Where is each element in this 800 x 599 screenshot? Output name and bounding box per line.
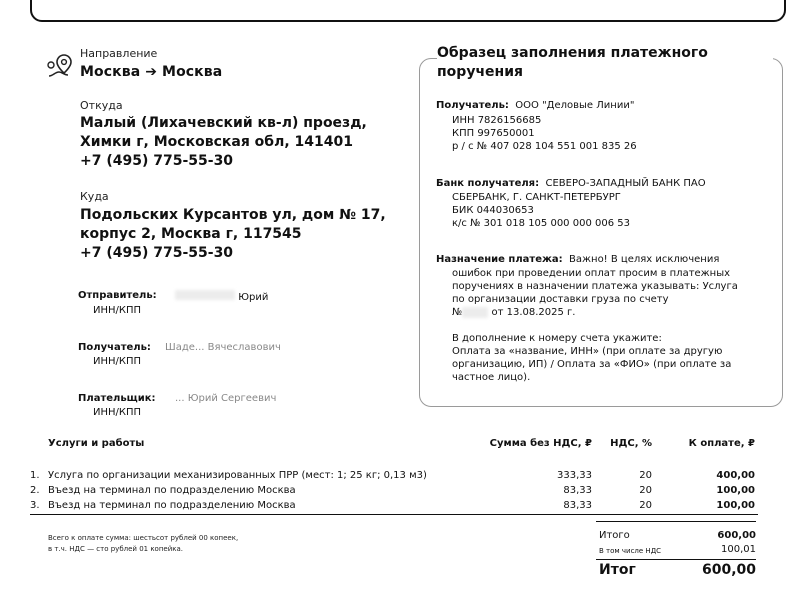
from-address: Малый (Лихачевский кв-л) проезд, Химки г, Московская обл, 141401 +7 (495) 775-55-30 [80,115,367,169]
payer-inn-label: ИНН/КПП [93,407,142,418]
direction-label: Направление [80,47,158,60]
col-header-pay: К оплате, ₽ [688,438,755,449]
total-in-words: Всего к оплате сумма: шестьсот рублей 00 копеек, в т.ч. НДС — сто рублей 01 копейка. [48,534,239,553]
totals-divider [596,521,756,522]
payer-value: ... Юрий Сергеевич [175,393,277,404]
route-pin-icon [44,52,76,82]
to-label: Куда [80,190,109,203]
from-label: Откуда [80,99,123,112]
table-divider [30,514,758,515]
vat-total-label: В том числе НДС [599,547,662,555]
table-row: 3. Въезд на терминал по подразделению Москва 83,33 20 100,00 [30,500,755,511]
sender-label: Отправитель: [78,290,157,301]
sample-bank-details: СБЕРБАНК, Г. САНКТ-ПЕТЕРБУРГ БИК 044030653 к/с № 301 018 105 000 000 006 53 [452,192,630,229]
final-total-value: 600,00 [701,562,756,578]
vat-total-value: 100,01 [721,544,756,555]
col-header-sum: Сумма без НДС, ₽ [489,438,592,449]
sender-value: Юрий [175,290,268,303]
itogo-value: 600,00 [717,530,756,541]
receiver-value: Шаде... Вячеславович [165,342,281,353]
payer-label: Плательщик: [78,393,156,404]
top-frame [30,0,786,22]
final-total-label: Итог [599,562,636,578]
to-address: Подольских Курсантов ул, дом № 17, корпус 2, Москва г, 117545 +7 (495) 775-55-30 [80,207,386,261]
sample-recipient-details: ИНН 7826156685 КПП 997650001 р / с № 407 028 104 551 001 835 26 [452,115,637,152]
sample-bank: Банк получателя: СЕВЕРО-ЗАПАДНЫЙ БАНК ПАО [436,178,706,189]
table-row: 2. Въезд на терминал по подразделению Москва 83,33 20 100,00 [30,485,755,496]
itogo-label: Итого [599,530,630,541]
final-divider [596,559,756,560]
col-header-services: Услуги и работы [48,438,145,449]
receiver-inn-label: ИНН/КПП [93,356,142,367]
sample-purpose-details: ошибок при проведении оплат просим в платежных поручениях в назначении платежа указывать: Услуга по организации доставки груза по счету № от 13.08.2025 г. В дополнение к номеру счета укажите: Оплата за «название, ИНН» (при оплате за другую организацию, ИП) / Оплата за «ФИО» (при оплате за частное лицо). [452,268,738,383]
payment-sample-title: Образец заполнения платежного поручения [437,44,773,82]
sample-purpose: Назначение платежа: Важно! В целях исключения [436,254,720,265]
sample-recipient: Получатель: ООО "Деловые Линии" [436,100,635,111]
direction-value: Москва ➔ Москва [80,64,223,80]
receiver-label: Получатель: [78,342,151,353]
col-header-vat: НДС, % [610,438,652,449]
sender-inn-label: ИНН/КПП [93,305,142,316]
table-row: 1. Услуга по организации механизированных ПРР (мест: 1; 25 кг; 0,13 м3) 333,33 20 400,00 [30,470,755,481]
